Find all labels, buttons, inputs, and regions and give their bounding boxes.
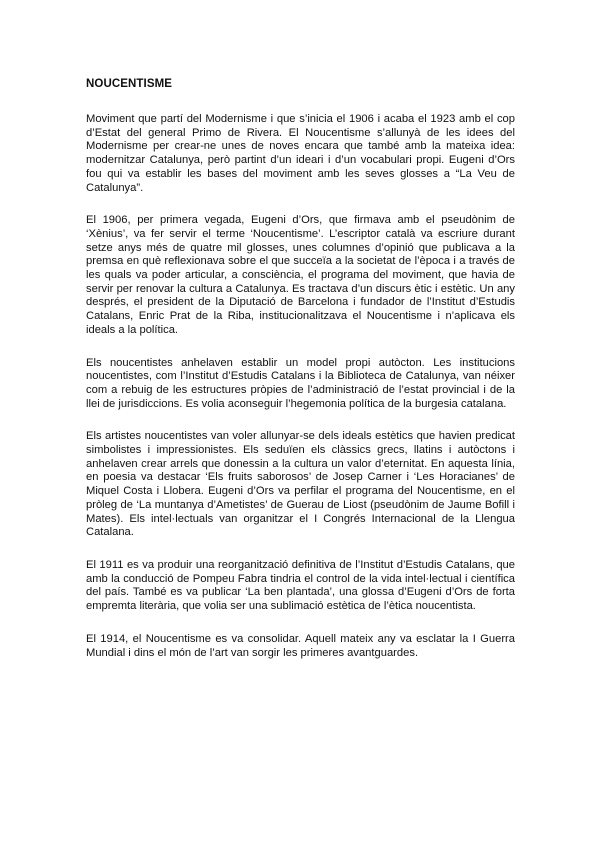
paragraph-institutions: Els noucentistes anhelaven establir un model propi autòcton. Les institucions noucentistes, com l’Institut d’Estudis Catalans i la Biblioteca de Catalunya, van néixer com a rebuig de les estructures pròpies de l’administració de l’estat provincial i de la llei de jurisdiccions. Es volia aconseguir l’hegemonia política de la burgesia catalana. <box>86 356 515 410</box>
document-page <box>86 76 515 679</box>
paragraph-1914: El 1914, el Noucentisme es va consolidar. Aquell mateix any va esclatar la I Guerra Mundial i dins el món de l’art van sorgir les primeres avantguardes. <box>86 632 515 659</box>
paragraph-intro: Moviment que partí del Modernisme i que s’inicia el 1906 i acaba el 1923 amb el cop d’Estat del general Primo de Rivera. El Noucentisme s’allunyà de les idees del Modernisme per crear-ne unes de noves encara que també amb la mateixa idea: modernitzar Catalunya, però partint d’un ideari i d’un vocabulari propi. Eugeni d’Ors fou qui va establir les bases del moviment amb les seves glosses a “La Veu de Catalunya”. <box>86 113 515 194</box>
paragraph-1906: El 1906, per primera vegada, Eugeni d’Ors, que firmava amb el pseudònim de ‘Xènius’, va fer servir el terme ‘Noucentisme’. L’escriptor català va escriure durant setze anys més de quatre mil glosses, unes columnes d’opinió que publicava a la premsa en què reflexionava sobre el que succeïa a la societat de l’època i a través de les quals va poder articular, a consciència, el programa del moviment, que havia de servir per renovar la cultura a Catalunya. Es tractava d’un discurs ètic i estètic. Un any després, el president de la Diputació de Barcelona i fundador de l’Institut d’Estudis Catalans, Enric Prat de la Riba, institucionalitzava el Noucentisme i n’aplicava els ideals a la política. <box>86 214 515 336</box>
document-title: NOUCENTISME <box>86 78 173 90</box>
paragraph-1911: El 1911 es va produir una reorganització definitiva de l’Institut d’Estudis Catalans, que amb la conducció de Pompeu Fabra tindria el control de la vida intel·lectual i científica del país. També es va publicar ‘La ben plantada’, una glossa d’Eugeni d’Ors de forta empremta literària, que volia ser una sublimació estètica de l’ètica noucentista. <box>86 558 515 613</box>
paragraph-artists: Els artistes noucentistes van voler allunyar-se dels ideals estètics que havien predicat simbolistes i impressionistes. Els seduïen els clàssics grecs, llatins i autòctons i anhelaven crear arrels que donessin a la cultura un valor d’eternitat. En aquesta línia, en poesia va destacar ‘Els fruits saborosos’ de Josep Carner i ‘Les Horacianes’ de Miquel Costa i Llobera. Eugeni d’Ors va perfilar el programa del Noucentisme, en el pròleg de ‘La muntanya d’Ametistes’ de Guerau de Liost (pseudònim de Jaume Bofill i Mates). Els intel·lectuals van organitzar el I Congrés Internacional de la Llengua Catalana. <box>86 430 515 539</box>
